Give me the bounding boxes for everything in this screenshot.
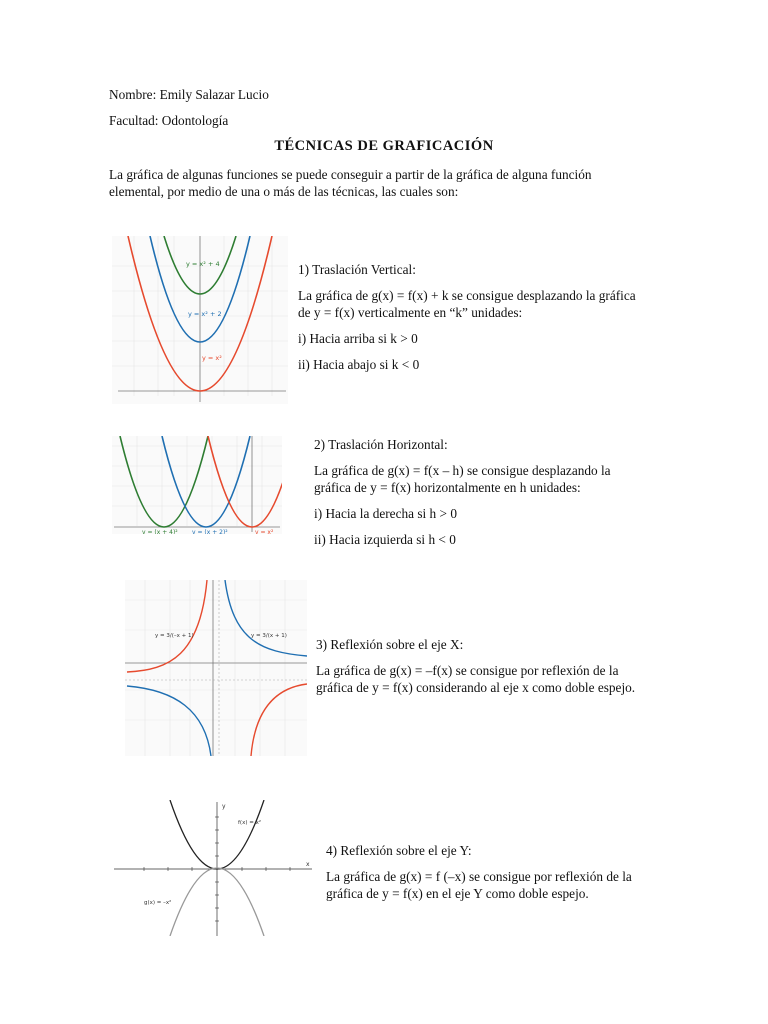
document-title: TÉCNICAS DE GRAFICACIÓN — [274, 138, 494, 154]
x-axis-reflection-graph — [125, 580, 307, 756]
intro-line: La gráfica de algunas funciones se puede conseguir a partir de la gráfica de alguna función — [109, 167, 592, 182]
section-y-reflection — [326, 842, 632, 902]
section-body-line: de y = f(x) verticalmente en “k” unidades: — [298, 305, 523, 320]
section-vertical-translation — [298, 261, 636, 373]
graph-label: y = 3/(x + 1) — [251, 633, 287, 639]
graph-label: y = (x + 4)² — [142, 529, 178, 534]
section-body-line: gráfica de y = f(x) considerando al eje x como doble espejo. — [316, 680, 636, 695]
graph-label: y = x² + 2 — [188, 310, 222, 318]
graph-label: y = 3/(–x + 1) — [155, 633, 194, 639]
graph-label: y = (x + 2)² — [192, 529, 228, 534]
section-item: i) Hacia arriba si k > 0 — [298, 331, 418, 346]
student-name: Nombre: Emily Salazar Lucio — [109, 87, 269, 102]
section-body-line: La gráfica de g(x) = f(x – h) se consigue desplazando la — [314, 463, 611, 478]
graph-label: y = x² + 4 — [186, 260, 220, 268]
section-body-line: La gráfica de g(x) = f (–x) se consigue por reflexión de la — [326, 869, 632, 884]
graph-label: y = x² — [255, 529, 274, 534]
faculty-line: Facultad: Odontología — [109, 113, 229, 128]
y-axis-reflection-graph — [114, 800, 314, 936]
axis-label: x — [306, 861, 310, 868]
section-heading: 3) Reflexión sobre el eje X: — [316, 637, 464, 652]
section-heading: 1) Traslación Vertical: — [298, 262, 416, 277]
section-x-reflection — [316, 636, 635, 696]
intro-line: elemental, por medio de una o más de las técnicas, las cuales son: — [109, 184, 459, 199]
section-item: i) Hacia la derecha si h > 0 — [314, 506, 457, 521]
horizontal-translation-graph — [112, 436, 282, 534]
graph-label: f(x) = x² — [238, 820, 262, 826]
section-heading: 4) Reflexión sobre el eje Y: — [326, 843, 472, 858]
section-item: ii) Hacia izquierda si h < 0 — [314, 532, 456, 547]
graph-label: g(x) = –x² — [144, 900, 172, 906]
graph-label: y = x² — [202, 354, 222, 362]
section-heading: 2) Traslación Horizontal: — [314, 437, 448, 452]
vertical-translation-graph — [112, 236, 288, 404]
section-body-line: gráfica de y = f(x) horizontalmente en h unidades: — [314, 480, 581, 495]
section-body-line: La gráfica de g(x) = f(x) + k se consigue desplazando la gráfica — [298, 288, 636, 303]
intro-paragraph — [109, 166, 669, 200]
section-horizontal-translation — [314, 436, 611, 548]
section-item: ii) Hacia abajo si k < 0 — [298, 357, 420, 372]
axis-label: y — [222, 803, 226, 810]
section-body-line: La gráfica de g(x) = –f(x) se consigue por reflexión de la — [316, 663, 619, 678]
section-body-line: gráfica de y = f(x) en el eje Y como doble espejo. — [326, 886, 589, 901]
